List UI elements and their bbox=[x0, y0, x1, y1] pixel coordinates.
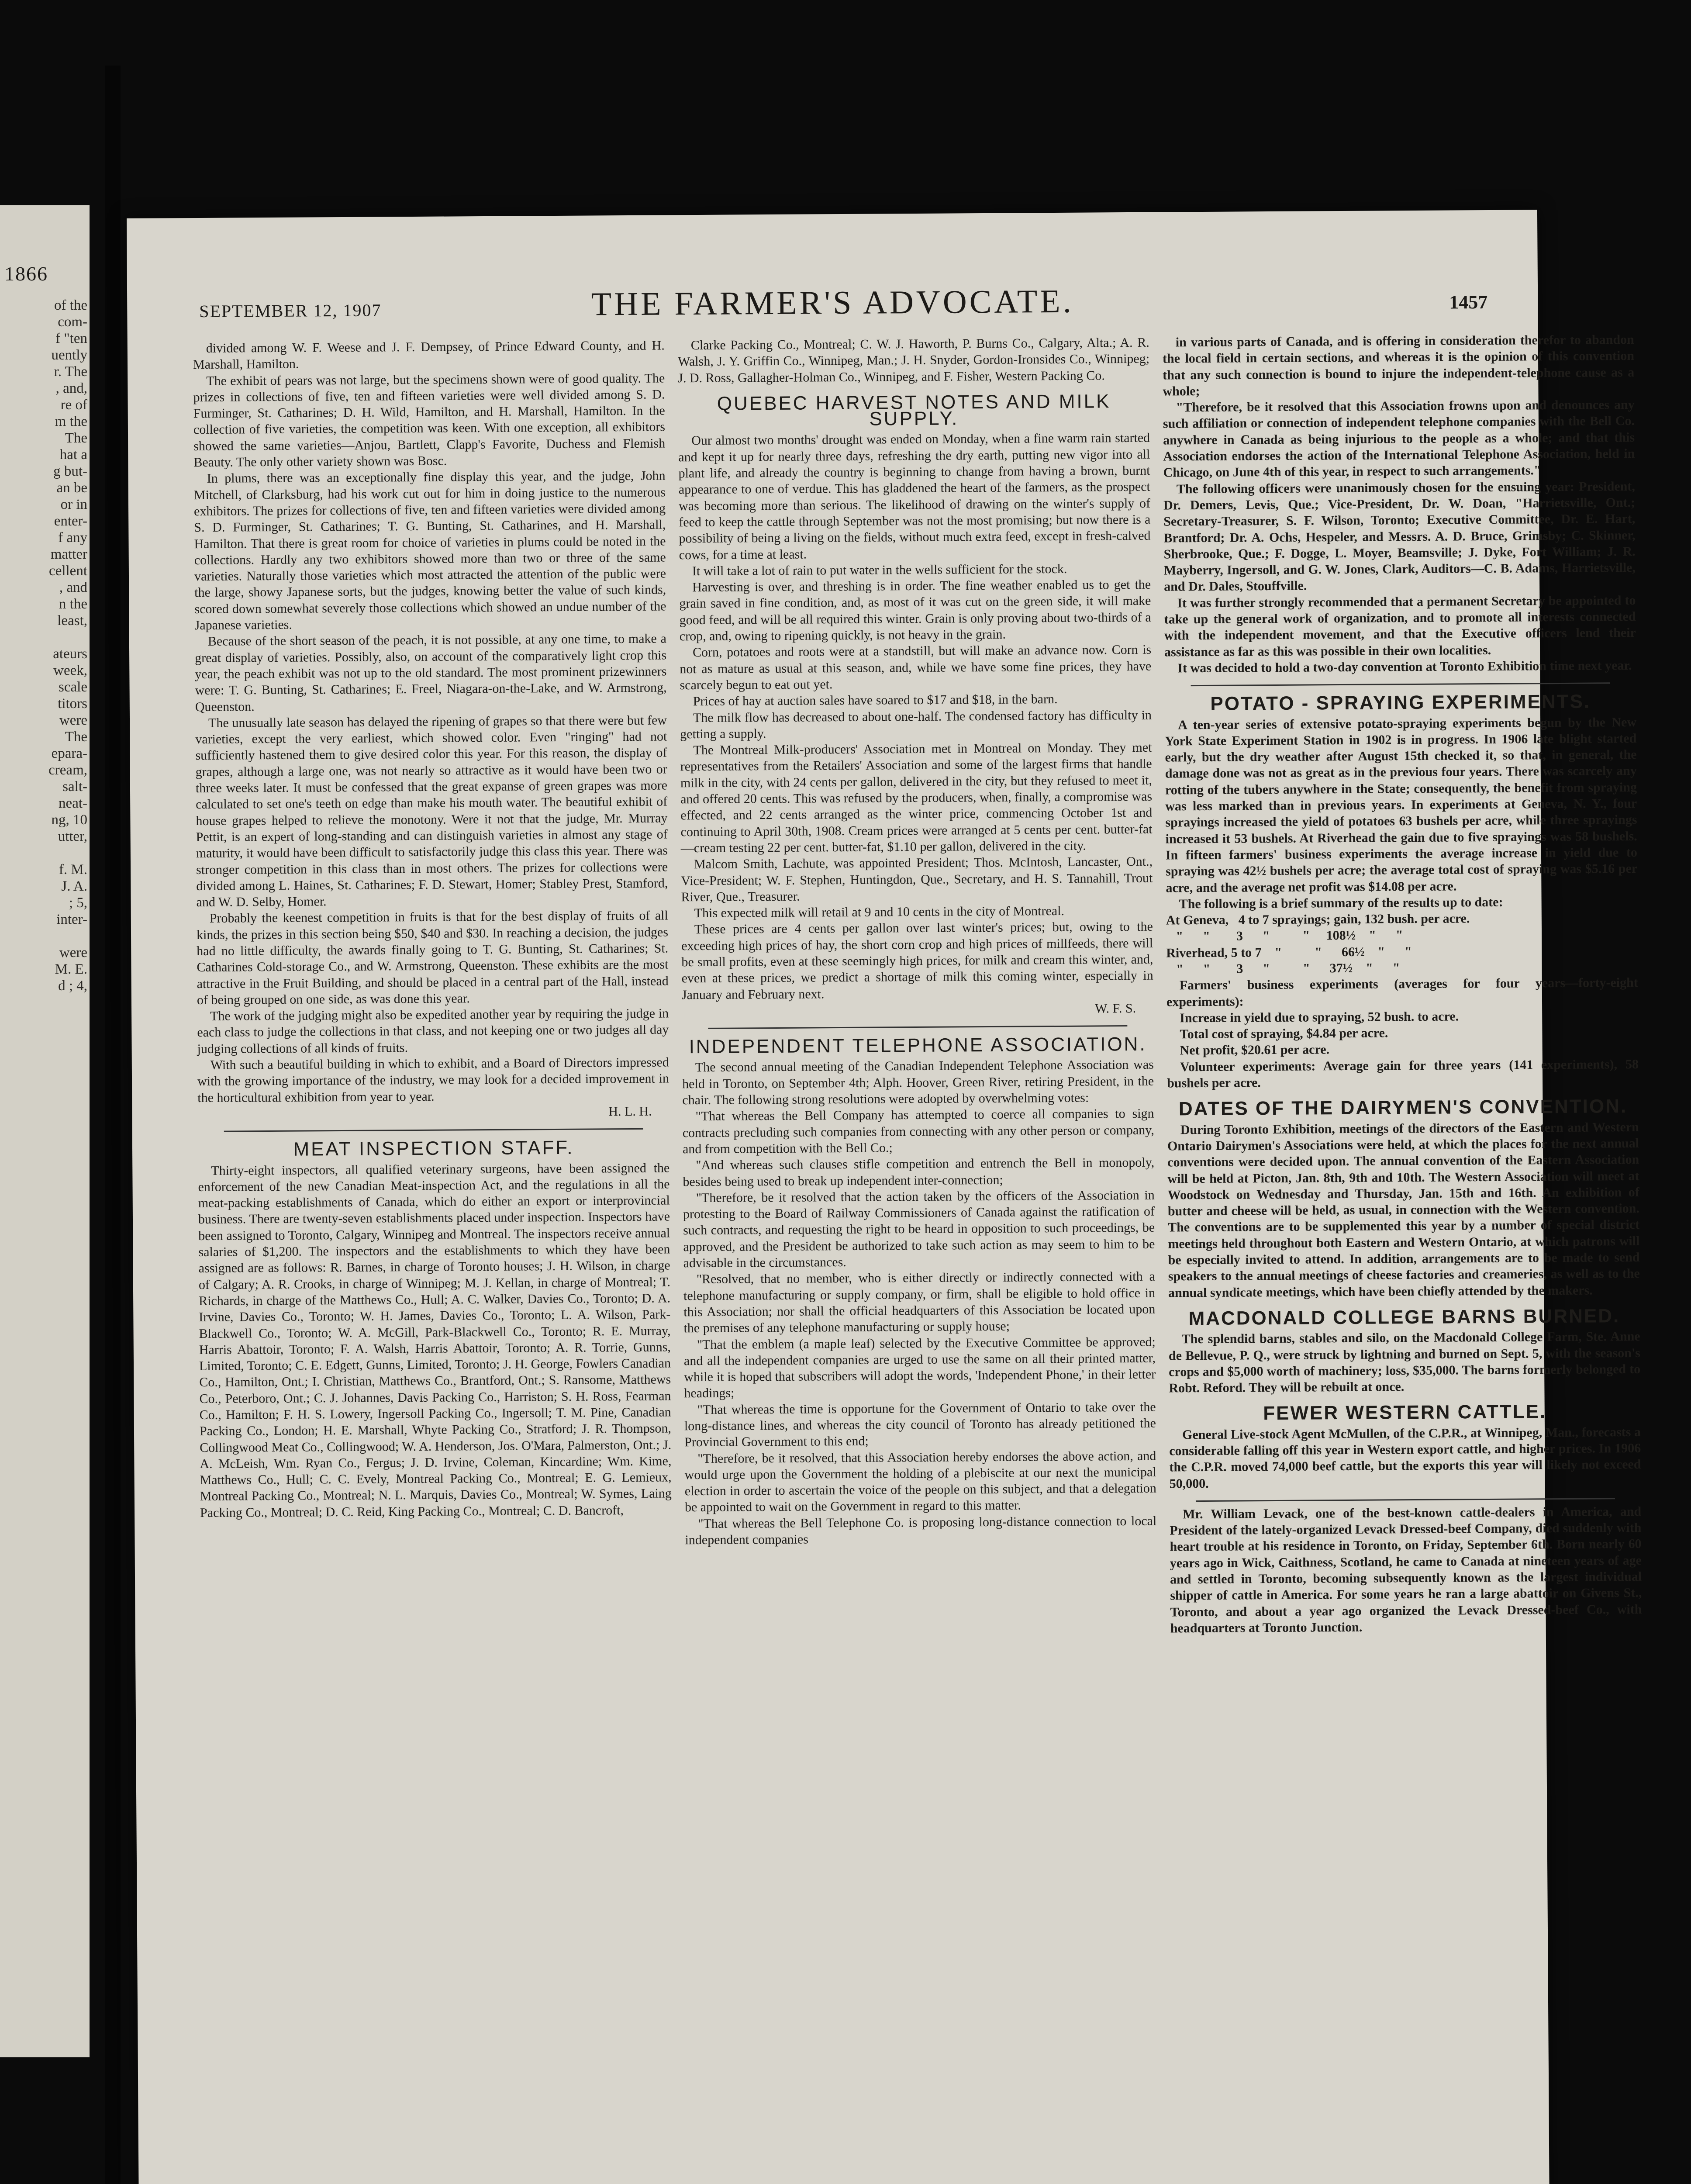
column-2 bbox=[678, 335, 1157, 1548]
paragraph: The following officers were unanimously chosen for the ensuing year: President, Dr. Demers, Levis, Que.; Vice-President, Dr. W. Doan, "Harrietsville, Ont.; Secretary-Treasurer, S. F. Wilson, Toronto; Executive Committee, Dr. E. Hart, Brantford; Dr. A. Ochs, Hespeler, and Messrs. A. D. Bruce, Grimsby; C. Skinner, Sherbrooke, Que.; F. Dogge, L. Moyer, Beamsville; J. Dyke, Fort William; J. R. Mayberry, Ingersoll, and G. W. Jones, Clark, Auditors—C. B. Adams, Harrietsville, and Dr. Dales, Stouffville. bbox=[1163, 479, 1636, 594]
facing-page-line: an be bbox=[56, 480, 87, 496]
facing-page-line: n the bbox=[59, 596, 87, 612]
facing-page-line: re of bbox=[60, 397, 87, 413]
page-gutter bbox=[105, 66, 121, 2184]
paragraph: Thirty-eight inspectors, all qualified veterinary surgeons, have been assigned the enforcement of the new Canadian Meat-inspection Act, and the regulations in all the meat-packing establishments of Canada, which do either an export or interprovincial business. There are twenty-seven establishments placed under inspection. Inspectors have been assigned to Toronto, Calgary, Winnipeg and Montreal. The inspectors receive annual salaries of $1,200. The inspectors and the establishments to which they have been assigned are as follows: R. Barnes, in charge of Toronto houses; J. H. Wilson, in charge of Calgary; A. R. Crooks, in charge of Winnipeg; M. J. Kellan, in charge of Montreal; T. Richards, in charge of the Matthews Co., Hull; A. C. Walker, Davies Co., Toronto; D. A. Irvine, Davies Co., Toronto; W. H. James, Davies Co., Toronto; L. A. Wilson, Park-Blackwell Co., Toronto; W. A. McGill, Park-Blackwell Co., Toronto; R. E. Murray, Harris Abattoir, Toronto; F. A. Walsh, Harris Abattoir, Toronto; A. R. Torrie, Gunns, Limited, Toronto; C. E. Edgett, Gunns, Limited, Toronto; J. H. George, Fowlers Canadian Co., Hamilton, Ont.; I. Christian, Matthews Co., Brantford, Ont.; S. Ransome, Matthews Co., Peterboro, Ont.; C. J. Johannes, Davis Packing Co., Harriston; S. H. Ross, Fearman Co., Hamilton; F. H. S. Lowery, Ingersoll Packing Co., Ingersoll; T. M. Pine, Canadian Packing Co., London; H. E. Marshall, Whyte Packing Co., Stratford; J. R. Thompson, Collingwood Meat Co., Collingwood; W. A. Henderson, Jos. O'Mara, Palmerston, Ont.; J. A. McLeish, Wm. Ryan Co., Fergus; J. D. Irvine, Coleman, Kincardine; Wm. Kime, Matthews Co., Hull; C. C. Evely, Montreal Packing Co., Montreal; E. G. Lemieux, Montreal Packing Co., Montreal; N. L. Marquis, Davies Co., Montreal; W. Symes, Laing Packing Co., Montreal; D. C. Reid, King Packing Co., Montreal; C. D. Bancroft, bbox=[198, 1160, 672, 1520]
paragraph: Probably the keenest competition in fruits is that for the best display of fruits of all kinds, the prizes in this section being $50, $40 and $30. In reaching a decision, the judges had no little difficulty, the awards finally going to T. G. Bunting, St. Catharines; St. Catharines Cold-storage Co., and W. Armstrong, Queenston. These exhibits are the most attractive in the Fruit Building, and should be placed in a central part of the Hall, instead of being grouped on one side, as was done this year. bbox=[196, 908, 669, 1007]
paragraph: It was decided to hold a two-day convention at Toronto Exhibition time next year. bbox=[1177, 658, 1632, 676]
facing-page-line: f "ten bbox=[55, 331, 87, 346]
western-cattle-heading: FEWER WESTERN CATTLE. bbox=[1263, 1401, 1547, 1424]
paragraph: Farmers' business experiments (averages for four years—forty-eight experiments): bbox=[1166, 975, 1638, 1009]
facing-page-line: were bbox=[59, 712, 87, 728]
facing-page-line: , and, bbox=[55, 380, 87, 396]
facing-page-line: cream, bbox=[48, 762, 87, 778]
stats-line: At Geneva, 4 to 7 sprayings; gain, 132 bush. per acre. bbox=[1166, 911, 1470, 928]
paragraph: Clarke Packing Co., Montreal; C. W. J. Haworth, P. Burns Co., Calgary, Alta.; A. R. Walsh, J. Y. Griffin Co., Winnipeg, Man.; J. H. Snyder, Gordon-Ironsides Co., Winnipeg; J. D. Ross, Gallagher-Holman Co., Winnipeg, and F. Fisher, Western Packing Co. bbox=[677, 335, 1150, 385]
page-number: 1457 bbox=[1449, 291, 1488, 313]
facing-page-line: neat- bbox=[59, 795, 87, 811]
paragraph: Total cost of spraying, $4.84 per acre. bbox=[1180, 1026, 1388, 1042]
facing-page-line: utter, bbox=[58, 829, 87, 844]
facing-page-line: M. E. bbox=[55, 961, 87, 977]
paragraph: The Montreal Milk-producers' Association met in Montreal on Monday. They met representatives from the Retailers' Association and some of the largest firms that handle milk in the city, with 24 cents per gallon, delivered in the city, but they refused to meet it, and offered 20 cents. This was refused by the producers, when, finally, a compromise was effected, and 22 cents arranged as the winter price, commencing October 1st and continuing to April 30th, 1908. Cream prices were arranged at 5 cents per cent. butter-fat—cream testing 22 per cent. butter-fat, $1.10 per gallon, delivered in the city. bbox=[680, 740, 1153, 856]
facing-page-line: r. The bbox=[54, 364, 87, 380]
paragraph: divided among W. F. Weese and J. F. Dempsey, of Prince Edward County, and H. Marshall, Hamilton. bbox=[193, 338, 665, 372]
facing-page-line: epara- bbox=[51, 746, 87, 761]
facing-page-line: scale bbox=[59, 679, 87, 695]
facing-page-line: d ; 4, bbox=[58, 978, 87, 994]
facing-page-line: f. M. bbox=[59, 862, 87, 878]
paragraph: These prices are 4 cents per gallon over last winter's prices; but, owing to the exceeding high prices of hay, the short corn crop and high prices of millfeeds, there will be small profits, even at these seemingly high prices, for milk and cream this winter, and, even at these prices, we predict a shortage of milk this coming winter, especially in January and February next. bbox=[681, 919, 1153, 1002]
facing-page-line bbox=[17, 629, 87, 646]
section-divider bbox=[708, 1025, 1127, 1029]
issue-date: SEPTEMBER 12, 1907 bbox=[199, 300, 382, 321]
paragraph: Our almost two months' drought was ended on Monday, when a fine warm rain started and kept it up for nearly three days, refreshing the dry earth, putting new vigor into all plant life, and already the country is beginning to change from having a brown, burnt appearance to one of verdue. This has gladdened the heart of the farmers, as the prospect was becoming more than serious. The likelihood of drawing on the winter's supply of feed to keep the cattle through September was not the most promising; but now there is a possibility of being a living on the fields, without much extra feed, except in fresh-calved cows, for a time at least. bbox=[678, 431, 1151, 562]
facing-page-line: ng, 10 bbox=[51, 812, 87, 828]
paragraph: In plums, there was an exceptionally fine display this year, and the judge, John Mitchell, of Clarksburg, had his work cut out for him in doing justice to the numerous exhibitors. The prizes for collections of five, ten and fifteen varieties were divided among S. D. Furminger, St. Catharines; T. G. Bunting, St. Catharines, and H. Marshall, Hamilton. That there is great room for choice of varieties in plums could be noted in the collections. Hardly any two exhibitors showed more than two or three of the same varieties. Naturally those varieties which most attracted the attention of the public were the large, showy Japanese sorts, but the judges, knowing better the value of such kinds, scored down somewhat severely those collections which showed an undue number of the Japanese varieties. bbox=[193, 468, 666, 633]
paragraph: The splendid barns, stables and silo, on the Macdonald College Farm, Ste. Anne de Bellevue, P. Q., were struck by lightning and burned on Sept. 5, with the season's crops and $5,000 worth of machinery; loss, $35,000. The barns formerly belonged to Robt. Reford. They will be rebuilt at once. bbox=[1168, 1329, 1641, 1396]
facing-page-fragment bbox=[0, 205, 90, 2057]
facing-page-line: com- bbox=[58, 314, 87, 330]
facing-page-line: enter- bbox=[54, 513, 87, 529]
paragraph: "Therefore, be it resolved that the action taken by the officers of the Association in protesting to the Board of Railway Commissioners of Canada against the ratification of such contracts, and requesting the right to be heard in opposition to such proceedings, be approved, and the President be authorized to take such action as may seem to him to be advisable in the circumstances. bbox=[683, 1188, 1155, 1271]
facing-page-line bbox=[17, 928, 87, 944]
paragraph: "That the emblem (a maple leaf) selected by the Executive Committee be approved; and all the independent companies are urged to use the same on all their printed matter, while it is hoped that subscribers will adopt the words, 'Independent Phone,' in their letter headings; bbox=[683, 1334, 1156, 1401]
paragraph: Prices of hay at auction sales have soared to $17 and $18, in the barn. bbox=[693, 692, 1058, 709]
facing-page-line: hat a bbox=[59, 447, 87, 463]
paragraph: Mr. William Levack, one of the best-known cattle-dealers in America, and President of the lately-organized Levack Dressed-beef Company, died suddenly with heart trouble at his residence in Toronto, on Friday, September 6th. Born nearly 60 years ago in Wick, Caithness, Scotland, he came to Canada at nineteen years of age and settled in Toronto, becoming subsequently known as the largest individual shipper of cattle in America. For some years he ran a large abattoir on Givens St., Toronto, and about a year ago organized the Levack Dressed-beef Co., with headquarters at Toronto Junction. bbox=[1170, 1504, 1642, 1636]
facing-page-line: salt- bbox=[62, 779, 87, 795]
paragraph: Volunteer experiments: Average gain for three years (141 experiments), 58 bushels per acre. bbox=[1167, 1057, 1639, 1091]
paragraph: During Toronto Exhibition, meetings of the directors of the Eastern and Western Ontario Dairymen's Associations were held, at which the places for the next annual conventions were decided upon. The annual convention of the Eastern Association will be held at Picton, Jan. 8th, 9th and 10th. The Western Association will meet at Woodstock on Wednesday and Thursday, Jan. 15th and 16th. An exhibition of butter and cheese will be held, as usual, in connection with the Western convention. The conventions are to be supplemented this year by a number of special district meetings held throughout both Eastern and Western Ontario, at which patrons will be especially invited to attend. In addition, arrangements are to be made to send speakers to the annual meetings of cheese factories and creameries, as well as to the annual syndicate meetings, which have been chiefly attended by the makers. bbox=[1167, 1120, 1640, 1300]
paragraph: "Resolved, that no member, who is either directly or indirectly connected with a telephone manufacturing or supply company, or firm, shall be eligible to hold office in this Association; nor shall the official headquarters of this Association be located upon the premises of any telephone manufacturing or supply house; bbox=[683, 1269, 1156, 1336]
paragraph: in various parts of Canada, and is offering in consideration therefor to abandon the local field in certain sections, and whereas it is the opinion of this convention that any such connection is bound to injure the independent-telephone cause as a whole; bbox=[1162, 332, 1635, 399]
paragraph: "That whereas the time is opportune for the Government of Ontario to take over the long-distance lines, and whereas the city council of Toronto has already petitioned the Provincial Government to this end; bbox=[684, 1400, 1156, 1450]
paragraph: Increase in yield due to spraying, 52 bush. to acre. bbox=[1180, 1009, 1459, 1026]
facing-page-line: uently bbox=[51, 347, 87, 363]
paragraph: Corn, potatoes and roots were at a standstill, but will make an advance now. Corn is not as mature as usual at this season, and, while we have some fine prices, they have scarcely begun to eat out yet. bbox=[680, 643, 1152, 693]
dairymen-convention-heading: DATES OF THE DAIRYMEN'S CONVENTION. bbox=[1178, 1095, 1628, 1120]
facing-page-line: inter- bbox=[56, 912, 87, 927]
facing-page-line: week, bbox=[53, 663, 87, 678]
facing-page-line: cellent bbox=[49, 563, 87, 579]
paragraph: Net profit, $20.61 per acre. bbox=[1180, 1042, 1330, 1058]
paragraph: The milk flow has decreased to about one-half. The condensed factory has difficulty in getting a supply. bbox=[680, 708, 1152, 742]
paragraph: This expected milk will retail at 9 and 10 cents in the city of Montreal. bbox=[694, 904, 1065, 921]
paragraph: "That whereas the Bell Company has attempted to coerce all companies to sign contracts precluding such companies from connecting with any other person or company, and from competition with the Bell Co.; bbox=[682, 1106, 1154, 1157]
paragraph: The work of the judging might also be expedited another year by requiring the judge in each class to judge the collections in that class, and not keeping one or two judges all day judging collections of all kinds of fruits. bbox=[197, 1006, 669, 1056]
facing-page-line: The bbox=[65, 430, 87, 446]
facing-page-line: of the bbox=[54, 297, 87, 313]
facing-page-line: J. A. bbox=[61, 878, 87, 894]
facing-page-line: were bbox=[59, 945, 87, 961]
paragraph: "Therefore, be it resolved, that this Association hereby endorses the above action, and would urge upon the Government the holding of a plebiscite at our next the municipal election in order to ascertain the voice of the people on this subject, and that a delegation be appointed to wait on the Government in regard to this matter. bbox=[684, 1448, 1156, 1515]
facing-page-line: , and bbox=[59, 580, 87, 595]
meat-inspection-heading: MEAT INSPECTION STAFF. bbox=[293, 1137, 574, 1160]
section-divider bbox=[224, 1128, 643, 1132]
stats-line: Riverhead, 5 to 7 " " 66½ " " bbox=[1166, 944, 1412, 961]
paragraph: The unusually late season has delayed the ripening of grapes so that there were but few varieties, except the very earliest, which showed color. Even "ringing" had not sufficiently hastened them to give desired color this year. For this reason, the display of grapes, although a large one, was not nearly so attractive as it would have been two or three weeks later. It must be confessed that the great expanse of green grapes was more calculated to set one's teeth on edge than make his mouth water. The beautiful exhibit of house grapes helped to relieve the monotony. Were it not that the judge, Mr. Murray Pettit, is an expert of long-standing and can distinguish varieties in almost any stage of maturity, it would have been difficult to satisfactorily judge this class this year. There was stronger competition in this class than in most others. The prizes for collections were divided among L. Haines, St. Catharines; F. D. Stewart, Homer; Stabley Prest, Stamford, and W. D. Selby, Homer. bbox=[195, 713, 668, 910]
author-initials: W. F. S. bbox=[1094, 1001, 1136, 1016]
macdonald-barns-heading: MACDONALD COLLEGE BARNS BURNED. bbox=[1188, 1305, 1620, 1330]
facing-page-line: titors bbox=[58, 696, 87, 712]
paragraph: The following is a brief summary of the results up to date: bbox=[1179, 895, 1503, 912]
column-1 bbox=[193, 337, 672, 1521]
facing-page-line: The bbox=[65, 729, 87, 745]
column-3 bbox=[1163, 332, 1642, 1637]
facing-page-line: or in bbox=[60, 497, 87, 512]
telephone-association-heading: INDEPENDENT TELEPHONE ASSOCIATION. bbox=[689, 1033, 1147, 1058]
facing-page-text bbox=[17, 297, 87, 994]
facing-page-line: m the bbox=[55, 414, 87, 429]
paragraph: It will take a lot of rain to put water in the wells sufficient for the stock. bbox=[692, 561, 1067, 578]
page-header bbox=[127, 275, 1538, 332]
paragraph: Harvesting is over, and threshing is in order. The fine weather enabled us to get the grain saved in fine condition, and, as most of it was cut on the green side, it will make good feed, and will be all required this winter. Grain is only proving about two-thirds of a crop, and, owing to ripening quickly, is not heavy in the grain. bbox=[679, 577, 1151, 644]
potato-spraying-heading: POTATO - SPRAYING EXPERIMENTS. bbox=[1210, 691, 1591, 715]
paragraph: The exhibit of pears was not large, but the specimens shown were of good quality. The prizes in collections of five, ten and fifteen varieties were well divided among S. D. Furminger, St. Catharines; D. H. Wild, Hamilton, and H. Marshall, Hamilton. In the collection of five varieties, the competition was keen. With one exception, all exhibitors showed the same varieties—Anjou, Bartlett, Clapp's Favorite, Duchess and Flemish Beauty. The only other variety shown was Bosc. bbox=[193, 371, 666, 470]
paragraph: General Live-stock Agent McMullen, of the C.P.R., at Winnipeg, Man., forecasts a considerable falling off this year in Western export cattle, and higher prices. In 1906 the C.P.R. moved 74,000 beef cattle, but the exports this year will likely not exceed 50,000. bbox=[1169, 1424, 1641, 1491]
facing-page-line: matter bbox=[50, 546, 87, 562]
paragraph: With such a beautiful building in which to exhibit, and a Board of Directors impressed with the growing importance of the industry, we may look for a decided improvement in the horticultural exhibition from year to year. bbox=[197, 1055, 669, 1105]
facing-page-line: least, bbox=[57, 613, 87, 629]
quebec-harvest-heading: QUEBEC HARVEST NOTES AND MILK SUPPLY. bbox=[717, 390, 1111, 430]
paragraph: Malcom Smith, Lachute, was appointed President; Thos. McIntosh, Lancaster, Ont., Vice-President; W. F. Stephen, Huntingdon, Que., Secretary, and H. S. Tannahill, Trout River, Que., Treasurer. bbox=[681, 854, 1153, 905]
section-divider bbox=[1191, 683, 1610, 687]
section-divider bbox=[1196, 1498, 1615, 1502]
paragraph: Because of the short season of the peach, it is not possible, at any one time, to make a great display of varieties. Possibly, also, on account of the comparatively light crop this year, the peach exhibit was not up to the old standard. The most prominent prizewinners were: T. G. Bunting, St. Catharines; E. Freel, Niagara-on-the-Lake, and W. Armstrong, Queenston. bbox=[195, 631, 667, 714]
paragraph: "Therefore, be it resolved that this Association frowns upon and denounces any such affiliation or connection of independent telephone companies with the Bell Co. anywhere in Canada as being injurious to the people as a whole; and that this Association endorses the action of the International Telephone Association, held in Chicago, on June 4th of this year, in respect to such arrangements." bbox=[1163, 397, 1635, 480]
masthead-title: THE FARMER'S ADVOCATE. bbox=[591, 283, 1074, 323]
facing-page-line: f any bbox=[58, 530, 87, 546]
paragraph: It was further strongly recommended that a permanent Secretary be appointed to take up the general work of organization, and to promote all interests connected with the independent movement, and that the Executive officers lend their assistance as far as this was possible in their own localities. bbox=[1164, 593, 1636, 660]
facing-page-line: ; 5, bbox=[69, 895, 87, 911]
paragraph: A ten-year series of extensive potato-spraying experiments begun by the New York State Experiment Station in 1902 is in progress. In 1906 late blight started early, but the dry weather after August 15th checked it, so that, in general, the damage done was not as great as in the previous four years. There was scarcely any rotting of the tubers anywhere in the State; consequently, the benefit from spraying was less marked than in previous years. In experiments at Geneva, N. Y., four sprayings increased the yield of potatoes 63 bushels per acre, while three sprayings increased it 53 bushels. At Riverhead the gain due to five sprayings was 58 bushels. In fifteen farmers' business experiments the average increase in yield due to spraying was 42½ bushels per acre; the average total cost of spraying was $5.16 per acre, and the average net profit was $14.08 per acre. bbox=[1165, 715, 1638, 895]
stats-line: " " 3 " " 37½ " " bbox=[1166, 961, 1400, 977]
facing-page-line: ateurs bbox=[53, 646, 87, 662]
paragraph: The second annual meeting of the Canadian Independent Telephone Association was held in Toronto, on September 4th; Alph. Hoover, Green River, retiring President, in the chair. The following strong resolutions were adopted by overwhelming votes: bbox=[682, 1057, 1154, 1108]
newspaper-page bbox=[127, 210, 1642, 2184]
facing-page-line bbox=[17, 845, 87, 861]
paragraph: "And whereas such clauses stifle competition and entrench the Bell in monopoly, besides being used to break up independent inter-connection; bbox=[683, 1155, 1155, 1189]
stats-line: " " 3 " " 108½ " " bbox=[1166, 928, 1403, 944]
facing-page-number: 1866 bbox=[4, 263, 48, 285]
author-initials: H. L. H. bbox=[608, 1104, 652, 1119]
facing-page-line: g but- bbox=[53, 463, 87, 479]
paragraph: "That whereas the Bell Telephone Co. is proposing long-distance connection to local independent companies bbox=[685, 1514, 1157, 1548]
